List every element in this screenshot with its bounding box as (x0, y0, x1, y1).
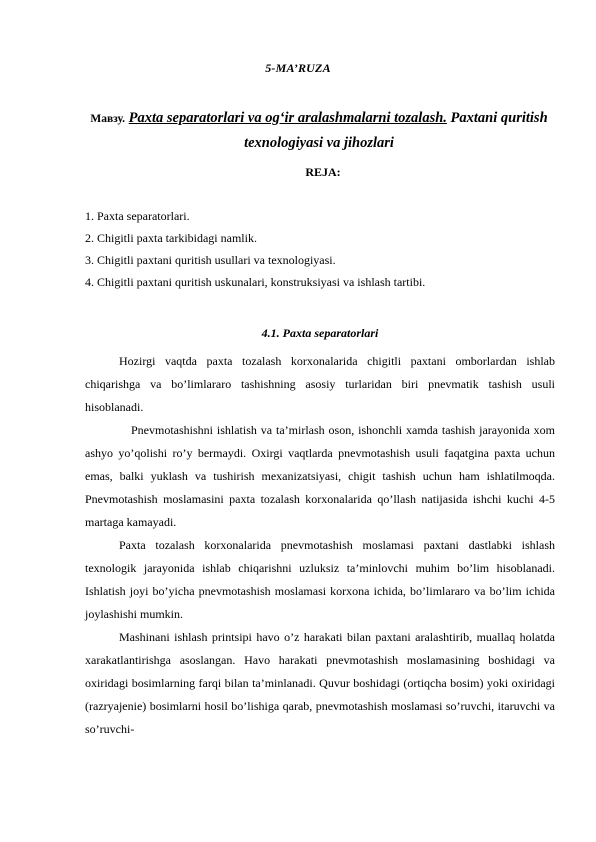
topic-rest: Paxtani quritish texnologiyasi va jihozlari (244, 110, 548, 151)
plan-item: 2. Chigitli paxta tarkibidagi namlik. (85, 231, 257, 245)
plan-item: 1. Paxta separatorlari. (85, 209, 190, 223)
paragraph: Mashinani ishlash printsipi havo o’z harakati bilan paxtani aralashtirib, muallaq holatda xarakatlantirishga asoslangan. Havo harakati pnevmotashish moslamasining boshidagi va oxiridagi bosimlarning farqi bilan ta’minlanadi. Quvur boshidagi (ortiqcha bosim) yoki oxiridagi (razryajenie) bosimlarni hosil bo’lishiga qarab, pnevmotashish moslamasi so’ruvchi, itaruvchi va so’ruvchi- (85, 630, 555, 736)
section-title: 4.1. Paxta separatorlari (261, 326, 379, 340)
plan-list (85, 205, 555, 293)
paragraph: Paxta tozalash korxonalarida pnevmotashish moslamasi paxtani dastlabki ishlash texnologik jarayonida ishlab chiqarishni uzluksiz ta’minlovchi muhim bo’lim hisoblanadi. Ishlatish joyi bo’yicha pnevmotashish moslamasi korxona ichida, bo’limlararo va bo’lim ichida joylashishi mumkin. (85, 538, 555, 621)
topic-prefix: Mавзу. (90, 113, 126, 125)
topic-underlined-part: Paxta separatorlari va og‘ir aralashmalarni tozalash. (128, 110, 447, 126)
plan-item: 3. Chigitli paxtani quritish usullari va texnologiyasi. (85, 253, 336, 267)
topic-heading (84, 106, 554, 155)
paragraph: Pnevmotashishni ishlatish va ta’mirlash oson, ishonchli xamda tashish jarayonida xom ashyo yo’qolishi ro’y bermaydi. Oxirgi vaqtlarda pnevmotashish usuli faqatgina paxta uchun emas, balki yuklash va tushirish mexanizatsiyasi, chigit tashish uchun ham ishlatilmoqda. Pnevmotashish moslamasini paxta tozalash korxonalarida qo’llash natijasida ishchi kuchi 4-5 martaga kamayadi. (85, 423, 555, 529)
lecture-number: 5-MA’RUZA (265, 61, 331, 75)
paragraph: Hozirgi vaqtda paxta tozalash korxonalarida chigitli paxtani omborlardan ishlab chiqarishga va bo’limlararo tashishning asosiy turlaridan biri pnevmatik tashish usuli hisoblanadi. (85, 354, 555, 414)
plan-item: 4. Chigitli paxtani quritish uskunalari, konstruksiyasi va ishlash tartibi. (85, 275, 426, 289)
plan-heading: REJA: (305, 165, 341, 179)
body-text (85, 350, 555, 741)
